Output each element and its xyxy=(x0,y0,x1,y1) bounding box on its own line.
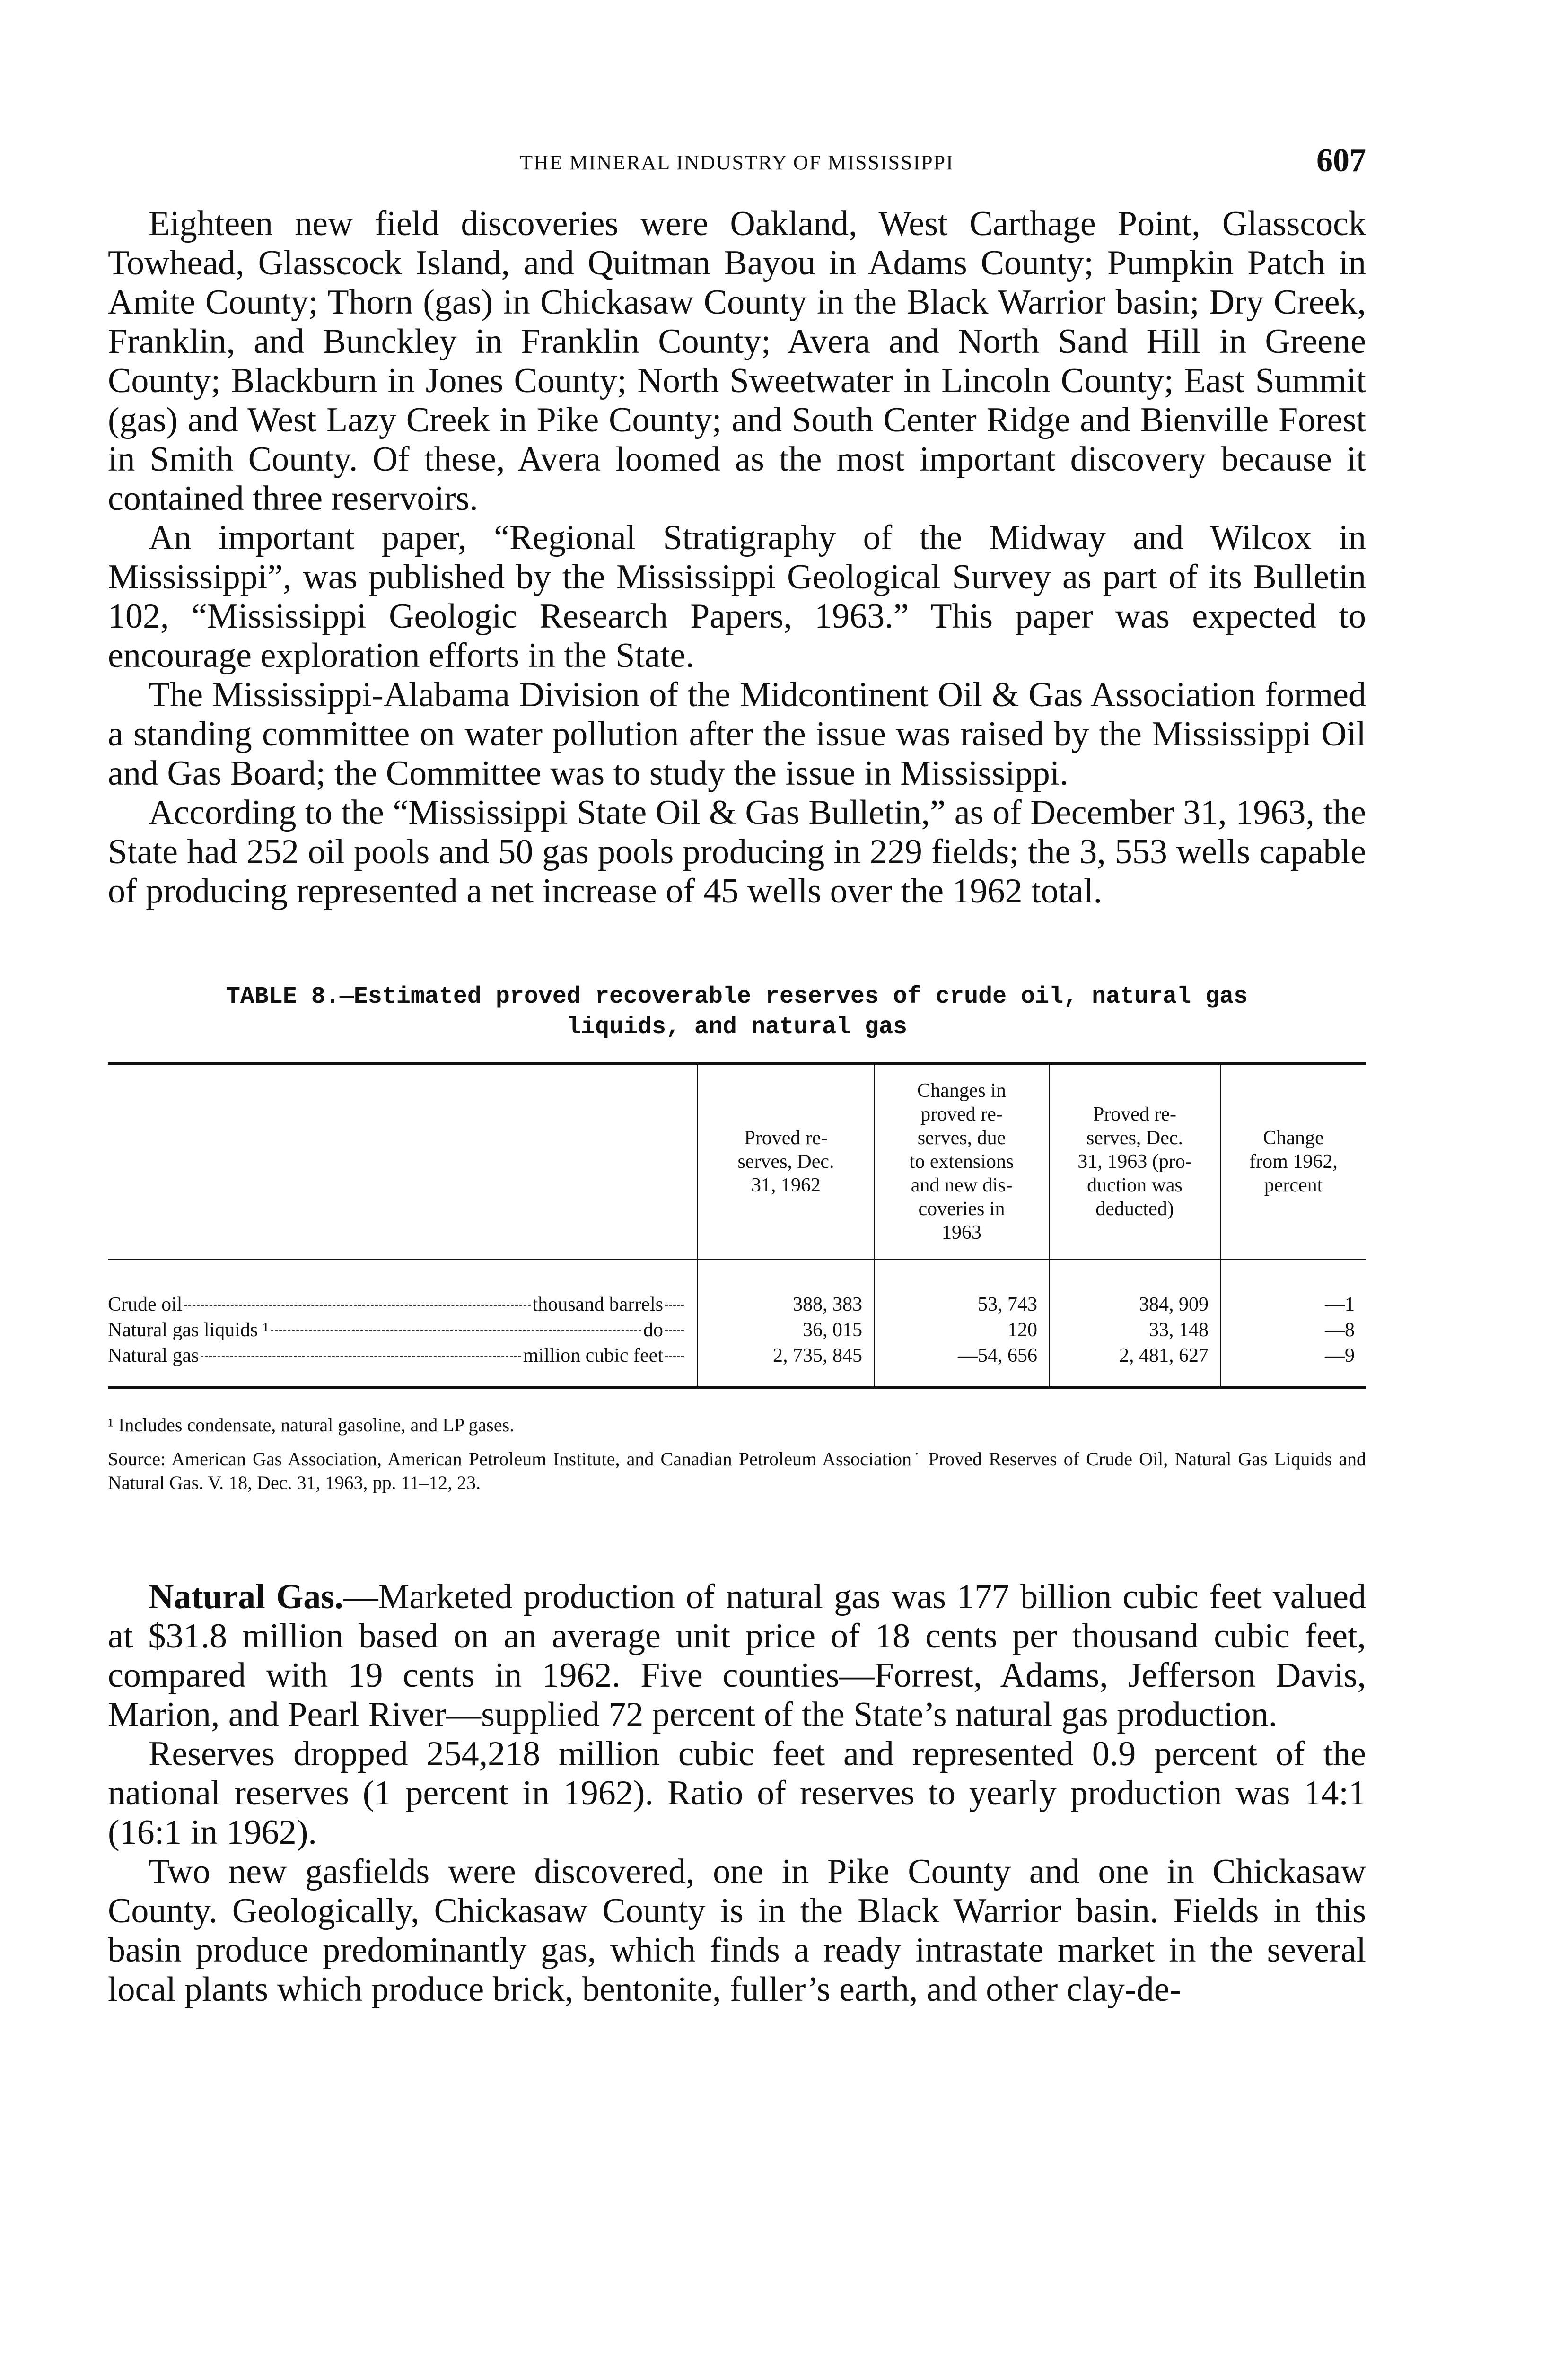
cell-reserves-1963: 384, 909 xyxy=(1049,1259,1220,1317)
table-source: Source: American Gas Association, American Petroleum Institute, and Canadian Petroleum Association˙ Proved Reserves of Crude Oil, Natural Gas Liquids and Natural Gas. V. 18, Dec. 31, 1963, pp. 11–12, 23. xyxy=(108,1448,1366,1493)
cell-reserves-1962: 36, 015 xyxy=(698,1317,874,1343)
cell-change-percent: —9 xyxy=(1220,1343,1366,1388)
paragraph-gasfields: Two new gasfields were discovered, one in Pike County and one in Chickasaw County. Geologically, Chickasaw County is in the Black Warrior basin. Fields in this basin produce predominantly gas, which finds a ready intrastate market in the several local plants which produce brick, bentonite, fuller’s earth, and other clay-de- xyxy=(108,1852,1366,2009)
table-caption-line-1: TABLE 8.—Estimated proved recoverable reserves of crude oil, natural gas xyxy=(226,983,1248,1010)
row-label: Natural gas liquids ¹ do xyxy=(108,1317,698,1343)
reserves-table xyxy=(108,1062,1366,1389)
paragraph-stratigraphy-paper: An important paper, “Regional Stratigraphy of the Midway and Wilcox in Mississippi”, was published by the Mississippi Geological Survey as part of its Bulletin 102, “Mississippi Geologic Research Papers, 1963.” This paper was expected to encourage exploration efforts in the State. xyxy=(108,518,1366,675)
column-header-reserves-1963: Proved re- serves, Dec. 31, 1963 (pro- duction was deducted) xyxy=(1049,1064,1220,1260)
row-label: Crude oil thousand barrels xyxy=(108,1259,698,1317)
table-row xyxy=(108,1317,1366,1343)
paragraph-natural-gas-production xyxy=(108,1577,1366,1734)
cell-changes-1963: 120 xyxy=(874,1317,1049,1343)
section-lead-heading: Natural Gas. xyxy=(149,1577,343,1616)
table-caption-line-2: liquids, and natural gas xyxy=(566,1014,908,1041)
table-caption xyxy=(108,982,1366,1042)
cell-changes-1963: —54, 656 xyxy=(874,1343,1049,1388)
cell-reserves-1962: 388, 383 xyxy=(698,1259,874,1317)
paragraph-discoveries: Eighteen new field discoveries were Oakland, West Carthage Point, Glasscock Towhead, Glasscock Island, and Quitman Bayou in Adams County; Pumpkin Patch in Amite County; Thorn (gas) in Chickasaw County in the Black Warrior basin; Dry Creek, Franklin, and Bunckley in Franklin County; Avera and North Sand Hill in Greene County; Blackburn in Jones County; North Sweetwater in Lincoln County; East Summit (gas) and West Lazy Creek in Pike County; and South Center Ridge and Bienville Forest in Smith County. Of these, Avera loomed as the most important discovery because it contained three reservoirs. xyxy=(108,204,1366,518)
cell-change-percent: —1 xyxy=(1220,1259,1366,1317)
cell-reserves-1962: 2, 735, 845 xyxy=(698,1343,874,1388)
paragraph-reserves: Reserves dropped 254,218 million cubic feet and represented 0.9 percent of the national reserves (1 percent in 1962). Ratio of reserves to yearly production was 14:1 (16:1 in 1962). xyxy=(108,1734,1366,1852)
intro-section xyxy=(108,204,1366,911)
table-row xyxy=(108,1259,1366,1317)
cell-reserves-1963: 2, 481, 627 xyxy=(1049,1343,1220,1388)
page-header xyxy=(108,142,1366,194)
column-header-changes-1963: Changes in proved re- serves, due to extensions and new dis- coveries in 1963 xyxy=(874,1064,1049,1260)
table-header-row xyxy=(108,1064,1366,1260)
natural-gas-section xyxy=(108,1577,1366,2009)
page-number: 607 xyxy=(1316,142,1366,179)
document-page xyxy=(108,142,1366,2009)
cell-change-percent: —8 xyxy=(1220,1317,1366,1343)
running-head: THE MINERAL INDUSTRY OF MISSISSIPPI xyxy=(520,151,954,174)
table-footnote: ¹ Includes condensate, natural gasoline, and LP gases. xyxy=(108,1414,515,1436)
paragraph-pools-and-wells: According to the “Mississippi State Oil & Gas Bulletin,” as of December 31, 1963, the State had 252 oil pools and 50 gas pools producing in 229 fields; the 3, 553 wells capable of producing represented a net increase of 45 wells over the 1962 total. xyxy=(108,793,1366,911)
paragraph-water-pollution: The Mississippi-Alabama Division of the Midcontinent Oil & Gas Association formed a standing committee on water pollution after the issue was raised by the Mississippi Oil and Gas Board; the Committee was to study the issue in Mississippi. xyxy=(108,675,1366,793)
cell-reserves-1963: 33, 148 xyxy=(1049,1317,1220,1343)
cell-changes-1963: 53, 743 xyxy=(874,1259,1049,1317)
row-label: Natural gas million cubic feet xyxy=(108,1343,698,1388)
section-lead-text: —Marketed production of natural gas was 177 billion cubic feet valued at $31.8 million based on an average unit price of 18 cents per thousand cubic feet, compared with 19 cents in 1962. Five counties—Forrest, Adams, Jefferson Davis, Marion, and Pearl River—supplied 72 percent of the State’s natural gas production. xyxy=(108,1577,1367,1734)
table-row xyxy=(108,1343,1366,1388)
column-header-change-percent: Change from 1962, percent xyxy=(1220,1064,1366,1260)
column-header-reserves-1962: Proved re- serves, Dec. 31, 1962 xyxy=(698,1064,874,1260)
column-header-item xyxy=(108,1064,698,1260)
